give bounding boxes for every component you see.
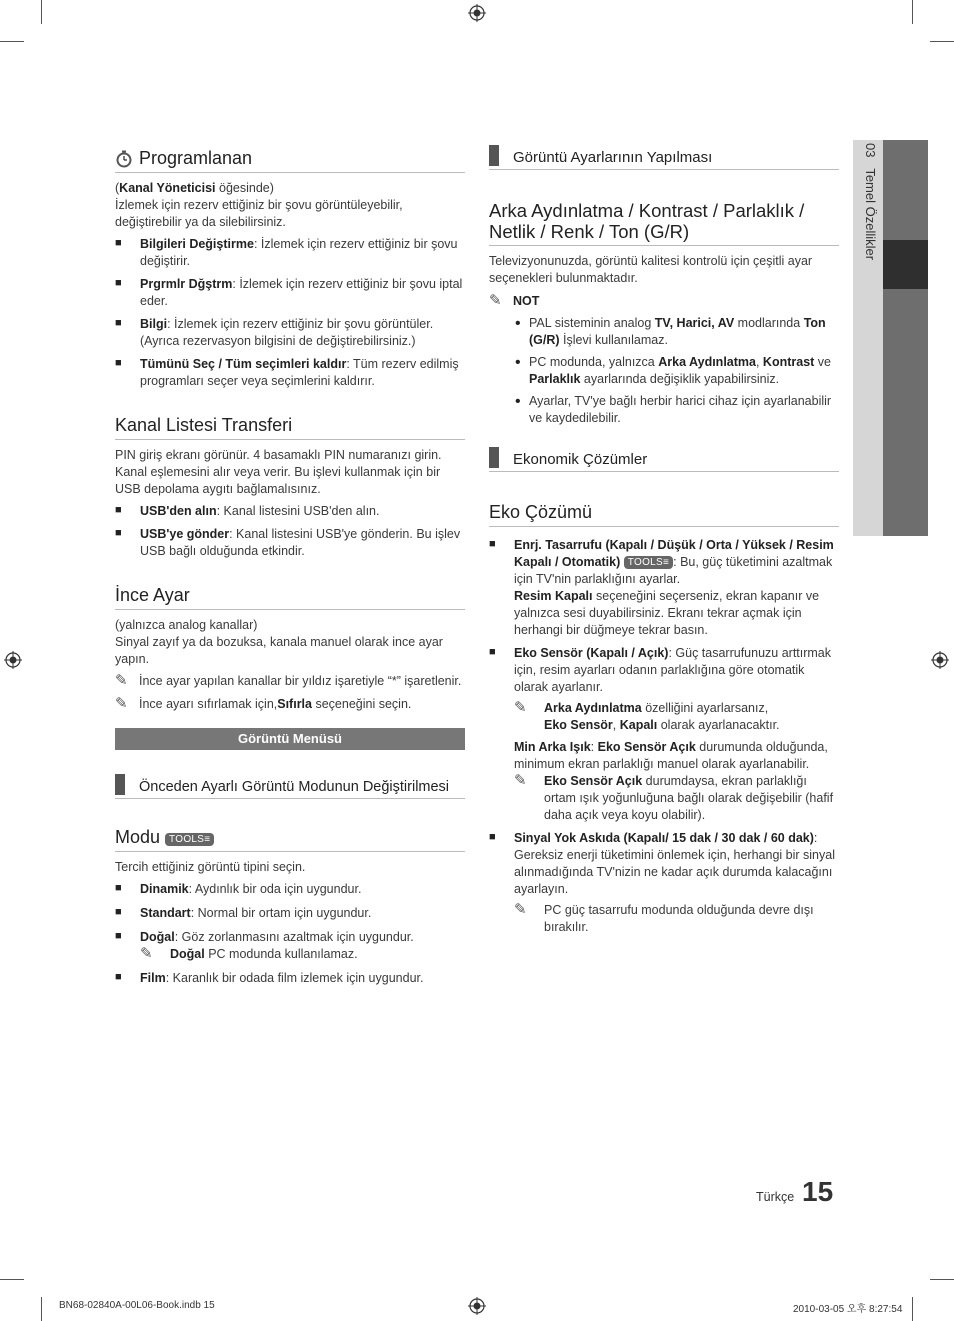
- bullet-square-icon: ■: [489, 646, 496, 658]
- list-item: ■ Doğal: Göz zorlanmasını azaltmak için uygundur.: [115, 930, 414, 944]
- right-column: [489, 145, 839, 936]
- list-item: ■ Standart: Normal bir ortam için uygundur.: [115, 906, 372, 920]
- section-heading-eko: Eko Çözümü: [489, 502, 839, 527]
- page-language: Türkçe: [756, 1190, 795, 1204]
- note-header: ✎ NOT: [489, 292, 540, 309]
- subsection-heading: Önceden Ayarlı Görüntü Modunun Değiştirilmesi: [115, 774, 465, 799]
- crop-mark: [930, 1279, 954, 1280]
- side-tab-dark: [883, 140, 928, 536]
- section-heading-modu: Modu TOOLS≡: [115, 827, 465, 852]
- crop-mark: [0, 41, 24, 42]
- section-intro: Televizyonunuzda, görüntü kalitesi kontrolü için çeşitli ayar seçenekleri bulunmaktadır.: [489, 254, 813, 285]
- note: ✎ İnce ayarı sıfırlamak için,Sıfırla seçeneğini seçin.: [115, 695, 412, 712]
- list-item: ■ USB'ye gönder: Kanal listesini USB'ye gönderin. Bu işlev USB bağlı olduğunda etkindir.: [115, 527, 461, 558]
- subsection-heading: Ekonomik Çözümler: [489, 447, 839, 472]
- list-item: ■ Bilgi: İzlemek için rezerv ettiğiniz bir şovu görüntüler. (Ayrıca rezervasyon bilgisini de değiştirebilirsiniz.): [115, 317, 434, 348]
- note: ✎ PC güç tasarrufu modunda olduğunda devre dışı bırakılır.: [514, 901, 814, 934]
- bullet-square-icon: ■: [115, 882, 122, 894]
- note: ✎ İnce ayar yapılan kanallar bir yıldız işaretiyle “*” işaretlenir.: [115, 672, 462, 689]
- bullet-square-icon: ■: [115, 357, 122, 369]
- section-title: Programlanan: [139, 148, 253, 168]
- list-item: ■ Prgrmlr Dğştrm: İzlemek için rezerv ettiğiniz bir şovu iptal eder.: [115, 277, 463, 308]
- min-arka-isik-text: Min Arka Işık: Eko Sensör Açık durumunda olduğunda, minimum ekran parlaklığı manuel olarak ayarlanabilir.: [514, 740, 828, 771]
- bullet-square-icon: ■: [489, 831, 496, 843]
- footer-file: BN68-02840A-00L06-Book.indb 15: [59, 1300, 215, 1311]
- note: ✎ Arka Aydınlatma özelliğini ayarlarsanız, Eko Sensör, Kapalı olarak ayarlanacaktır.: [514, 699, 780, 732]
- registration-mark-icon: [468, 4, 486, 22]
- crop-mark: [912, 1297, 913, 1321]
- list-item: • Ayarlar, TV'ye bağlı herbir harici cihaz için ayarlanabilir ve kaydedilebilir.: [515, 393, 832, 425]
- bullet-square-icon: ■: [115, 906, 122, 918]
- tools-badge-icon: TOOLS≡: [165, 833, 214, 846]
- crop-mark: [41, 1297, 42, 1321]
- bullet-square-icon: ■: [115, 527, 122, 539]
- bullet-square-icon: ■: [115, 317, 122, 329]
- footer-date: 2010-03-05 오후 8:27:54: [793, 1304, 903, 1315]
- chapter-title: Temel Özellikler: [863, 168, 878, 261]
- clock-icon: [115, 150, 133, 168]
- list-item: ■ USB'den alın: Kanal listesini USB'den alın.: [115, 504, 380, 518]
- left-column: [115, 148, 465, 987]
- list-item: • PAL sisteminin analog TV, Harici, AV modlarında Ton (G/R) İşlevi kullanılamaz.: [515, 315, 826, 347]
- pencil-note-icon: ✎: [115, 672, 128, 689]
- crop-mark: [930, 41, 954, 42]
- menu-band: Görüntü Menüsü: [115, 728, 465, 750]
- note: ✎ Eko Sensör Açık durumdaysa, ekran parlaklığı ortam ışık yoğunluğuna bağlı olarak değişebilir (hafif daha açık veya koyu olabilir).: [514, 772, 834, 822]
- heading-bar: [489, 447, 499, 468]
- pencil-note-icon: ✎: [140, 945, 153, 962]
- section-heading-programlanan: [115, 148, 465, 173]
- tools-badge-icon: TOOLS≡: [624, 556, 673, 569]
- heading-bar: [115, 774, 125, 795]
- bullet-square-icon: ■: [115, 504, 122, 516]
- list-item: ■ Enrj. Tasarrufu (Kapalı / Düşük / Orta / Yüksek / Resim Kapalı / Otomatik) TOOLS≡ : Bu, güç tüketimini azaltmak için TV'nin parlaklığını ayarlar. Resim Kapalı seçeneğini seçerseniz, ekran kapanır ve yalnızca sesi duyabilirsiniz. Ekranı tekrar açmak için herhangi bir düğmeye tekrar basın.: [489, 538, 834, 637]
- list-item: ■ Bilgileri Değiştirme: İzlemek için rezerv ettiğiniz bir şovu değiştirir.: [115, 237, 458, 268]
- list-item: ■ Eko Sensör (Kapalı / Açık): Güç tasarrufunuzu arttırmak için, resim ayarları odanın parlaklığına göre otomatik olarak ayarlanır.: [489, 646, 832, 694]
- pencil-note-icon: ✎: [514, 901, 527, 918]
- crop-mark: [0, 1279, 24, 1280]
- bullet-square-icon: ■: [115, 930, 122, 942]
- registration-mark-icon: [4, 651, 22, 669]
- pencil-note-icon: ✎: [514, 699, 527, 716]
- list-item: ■ Dinamik: Aydınlık bir oda için uygundur.: [115, 882, 362, 896]
- section-heading-arka: Arka Aydınlatma / Kontrast / Parlaklık / Netlik / Renk / Ton (G/R): [489, 200, 839, 246]
- bullet-dot-icon: •: [515, 354, 521, 371]
- pencil-note-icon: ✎: [514, 772, 527, 789]
- pencil-note-icon: ✎: [115, 695, 128, 712]
- section-intro: Sinyal zayıf ya da bozuksa, kanala manuel olarak ince ayar yapın.: [115, 635, 443, 666]
- page-number: 15: [802, 1176, 834, 1207]
- side-tab-marker: [883, 240, 928, 289]
- bullet-square-icon: ■: [115, 237, 122, 249]
- bullet-square-icon: ■: [115, 971, 122, 983]
- bullet-square-icon: ■: [115, 277, 122, 289]
- crop-mark: [912, 0, 913, 24]
- list-item: ■ Tümünü Seç / Tüm seçimleri kaldır: Tüm rezerv edilmiş programları seçer veya seçimlerini kaldırır.: [115, 357, 459, 388]
- bullet-dot-icon: •: [515, 393, 521, 410]
- context-note: (yalnızca analog kanallar): [115, 618, 258, 632]
- chapter-number: 03: [863, 143, 878, 158]
- note: ✎ Doğal PC modunda kullanılamaz.: [140, 945, 358, 962]
- bullet-dot-icon: •: [515, 315, 521, 332]
- section-intro: İzlemek için rezerv ettiğiniz bir şovu görüntüleyebilir, değiştirebilir ya da silebilirsiniz.: [115, 198, 403, 229]
- list-item: ■ Sinyal Yok Askıda (Kapalı/ 15 dak / 30 dak / 60 dak): Gereksiz enerji tüketimini önlemek için, herhangi bir sinyal alınmadığında TV'nizin ne kadar açık durumda kalacağını ayarlayın.: [489, 831, 835, 896]
- section-intro: Tercih ettiğiniz görüntü tipini seçin.: [115, 860, 306, 874]
- section-heading-ince-ayar: İnce Ayar: [115, 585, 465, 610]
- pencil-note-icon: ✎: [489, 292, 502, 309]
- crop-mark: [41, 0, 42, 24]
- section-heading-kanal-transfer: Kanal Listesi Transferi: [115, 415, 465, 440]
- side-tab-label: [863, 143, 878, 260]
- registration-mark-icon: [468, 1297, 486, 1315]
- bullet-square-icon: ■: [489, 538, 496, 550]
- context-note: (Kanal Yöneticisi öğesinde): [115, 181, 274, 195]
- subsection-heading: Görüntü Ayarlarının Yapılması: [489, 145, 839, 170]
- registration-mark-icon: [931, 651, 949, 669]
- list-item: ■ Film: Karanlık bir odada film izlemek için uygundur.: [115, 971, 424, 985]
- heading-bar: [489, 145, 499, 166]
- list-item: • PC modunda, yalnızca Arka Aydınlatma, Kontrast ve Parlaklık ayarlarında değişiklik yapabilirsiniz.: [515, 354, 832, 386]
- section-intro: PIN giriş ekranı görünür. 4 basamaklı PIN numaranızı girin. Kanal eşlemesini alır veya verir. Bu işlevi kullanmak için bir USB depolama aygıtı bağlamalısınız.: [115, 448, 442, 496]
